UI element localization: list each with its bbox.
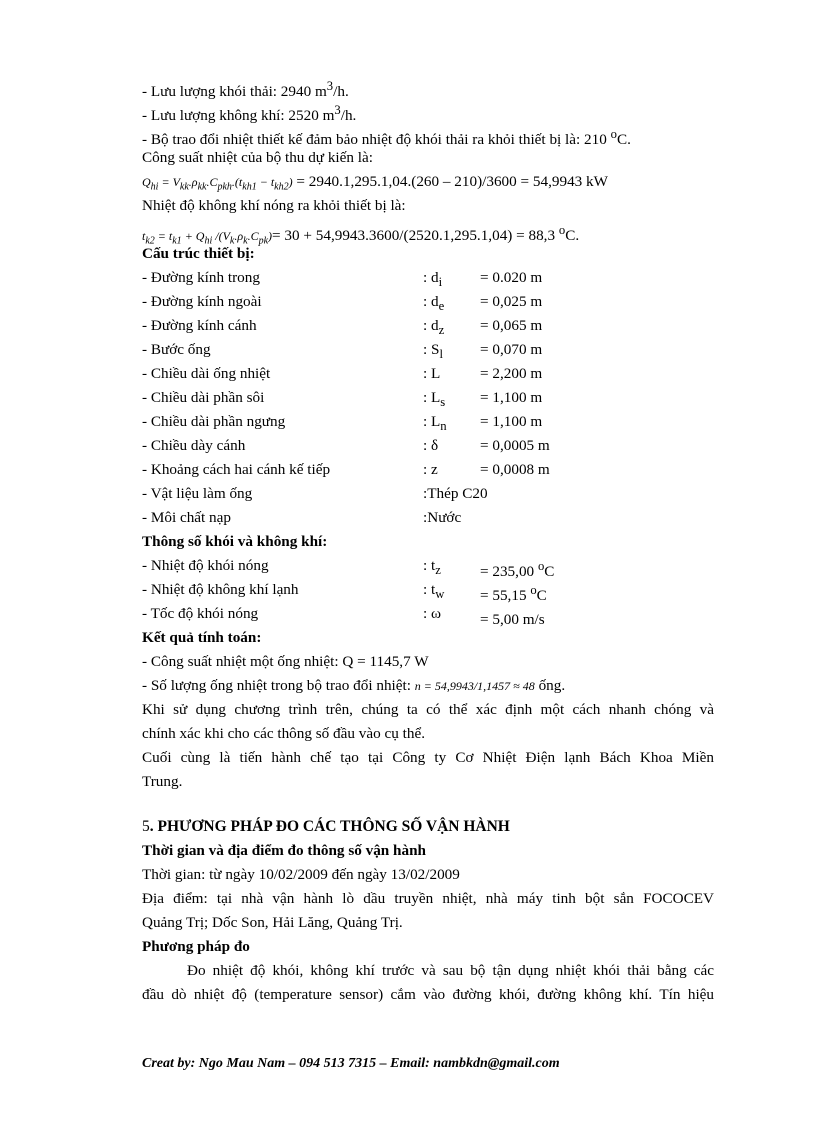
spec-row: - Bước ống : $S_l$ = 0,070 m [142,341,543,362]
paragraph-line: Trung. [142,773,183,790]
spec-row: - Đường kính trong : $d_i$ = 0.020 m [142,269,543,290]
result-line: - Công suất nhiệt một ống nhiệt: Q = 1145,7 W [142,653,429,670]
spacer [142,794,714,815]
result-line: - Số lượng ống nhiệt trong bộ trao đổi nhiệt: n = 54,9943/1,1457 ≈ 48 ống. [142,677,566,694]
document-page [142,74,714,1007]
spec-row: - Đường kính ngoài : $d_e$ = 0,025 m [142,293,543,314]
spec-row: - Môi chất nạp :Nước [142,509,462,526]
time-line: Thời gian: từ ngày 10/02/2009 đến ngày 13/02/2009 [142,866,460,883]
structure-heading: Cấu trúc thiết bị: [142,245,255,262]
param-row: - Tốc độ khói nóng : ω = 5,00 m/s [142,605,545,629]
param-row: - Nhiệt độ không khí lạnh : $t_w$ = 55,15 $^o$C [142,581,547,605]
spec-row: - Chiều dài phần sôi : $L_s$ = 1,100 m [142,389,543,410]
intro-line: - Lưu lượng không khí: 2520 $m^3/h$. [142,103,357,125]
place-line: Quảng Trị; Dốc Son, Hải Lăng, Quảng Trị. [142,914,403,931]
temp-intro: Nhiệt độ không khí nóng ra khỏi thiết bị là: [142,197,406,214]
spec-row: - Vật liệu làm ống :Thép C20 [142,485,488,502]
power-formula: $Q_{hi} = V_{kk}.\rho_{kk}.C_{pkh}.(t_{kh1} - t_{kh2}) = 2940.1,295.1,04.(260 - 210)/3600 = 54,9943$ kW [142,173,608,193]
spec-row: - Chiều dày cánh : δ = 0,0005 m [142,437,550,454]
paragraph-line: chính xác khi cho các thông số đầu vào cụ thể. [142,725,425,742]
temp-formula: $t_{k2} = t_{k1} + Q_{hi}$ $/(V_k.\rho_k.C_{pk})= 30 + 54,9943.3600/(2520.1,295.1,04) = 88,3$ $^o$C. [142,223,580,247]
method-line: đầu dò nhiệt độ (temperature sensor) cắm vào đường khói, đường không khí. Tín hiệu [142,986,714,1003]
paragraph-line: Khi sử dụng chương trình trên, chúng ta có thể xác định một cách nhanh chóng và [142,701,714,718]
param-row: - Nhiệt độ khói nóng : $t_z$ = 235,00 $^o$C [142,557,555,581]
place-line: Địa điểm: tại nhà vận hành lò dầu truyền nhiệt, nhà máy tinh bột sắn FOCOCEV [142,890,714,907]
power-intro: Công suất nhiệt của bộ thu dự kiến là: [142,149,373,166]
params-heading: Thông số khói và không khí: [142,533,328,550]
method-line: Đo nhiệt độ khói, không khí trước và sau bộ tận dụng nhiệt khói thải bằng các [187,962,714,979]
intro-line: - Lưu lượng khói thải: 2940 $m^3/h$. [142,79,349,101]
spec-row: - Chiều dài phần ngưng : $L_n$ = 1,100 m [142,413,543,434]
subsection-heading: Thời gian và địa điểm đo thông số vận hành [142,842,426,859]
section-heading: 5. PHƯƠNG PHÁP ĐO CÁC THÔNG SỐ VẬN HÀNH [142,818,510,835]
spec-row: - Chiều dài ống nhiệt : L = 2,200 m [142,365,543,382]
page-footer: Creat by: Ngo Mau Nam – 094 513 7315 – Email: nambkdn@gmail.com [142,1056,560,1071]
subsection-heading: Phương pháp đo [142,938,250,955]
spec-row: - Đường kính cánh : $d_z$ = 0,065 m [142,317,543,338]
results-heading: Kết quả tính toán: [142,629,262,646]
paragraph-line: Cuối cùng là tiến hành chế tạo tại Công ty Cơ Nhiệt Điện lạnh Bách Khoa Miền [142,749,714,766]
intro-line: - Bộ trao đổi nhiệt thiết kế đảm bảo nhiệt độ khói thải ra khỏi thiết bị là: 210 $^o$C. [142,127,631,149]
spec-row: - Khoảng cách hai cánh kế tiếp : z = 0,0008 m [142,461,550,478]
